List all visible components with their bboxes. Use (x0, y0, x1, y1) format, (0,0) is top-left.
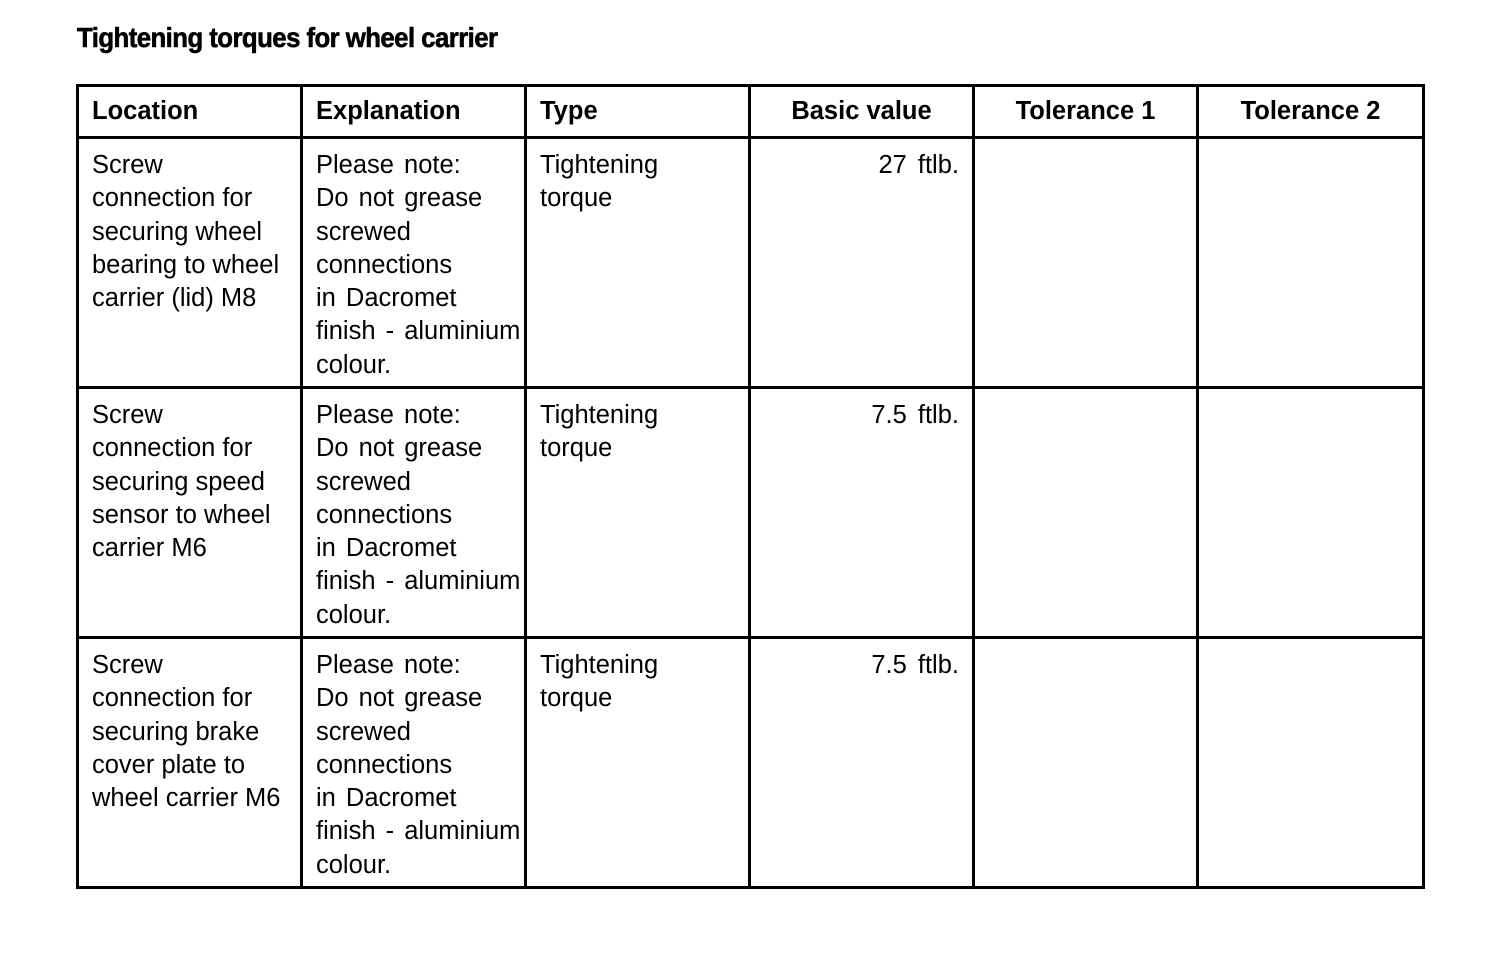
table-row (78, 388, 1424, 638)
explanation-cell: Please note: Do not grease screwed connections in Dacromet finish - aluminium colour. (302, 388, 526, 638)
basic-value-cell: 7.5 ftlb. (750, 638, 974, 888)
tolerance-2-cell (1198, 638, 1424, 888)
column-header-tolerance-1: Tolerance 1 (974, 86, 1198, 138)
type-cell: Tightening torque (526, 388, 750, 638)
column-header-tolerance-2: Tolerance 2 (1198, 86, 1424, 138)
tolerance-1-cell (974, 638, 1198, 888)
table-header-row (78, 86, 1424, 138)
location-cell: Screw connection for securing brake cover plate to wheel carrier M6 (78, 638, 302, 888)
torque-table (76, 84, 1425, 889)
type-cell: Tightening torque (526, 138, 750, 388)
column-header-location: Location (78, 86, 302, 138)
table-row (78, 638, 1424, 888)
tolerance-2-cell (1198, 138, 1424, 388)
location-cell: Screw connection for securing speed sensor to wheel carrier M6 (78, 388, 302, 638)
type-cell: Tightening torque (526, 638, 750, 888)
column-header-type: Type (526, 86, 750, 138)
tolerance-1-cell (974, 138, 1198, 388)
column-header-basic-value: Basic value (750, 86, 974, 138)
column-header-explanation: Explanation (302, 86, 526, 138)
explanation-cell: Please note: Do not grease screwed connections in Dacromet finish - aluminium colour. (302, 638, 526, 888)
table-row (78, 138, 1424, 388)
basic-value-cell: 7.5 ftlb. (750, 388, 974, 638)
tolerance-2-cell (1198, 388, 1424, 638)
document-title: Tightening torques for wheel carrier (77, 22, 498, 53)
explanation-cell: Please note: Do not grease screwed connections in Dacromet finish - aluminium colour. (302, 138, 526, 388)
location-cell: Screw connection for securing wheel bearing to wheel carrier (lid) M8 (78, 138, 302, 388)
tolerance-1-cell (974, 388, 1198, 638)
basic-value-cell: 27 ftlb. (750, 138, 974, 388)
